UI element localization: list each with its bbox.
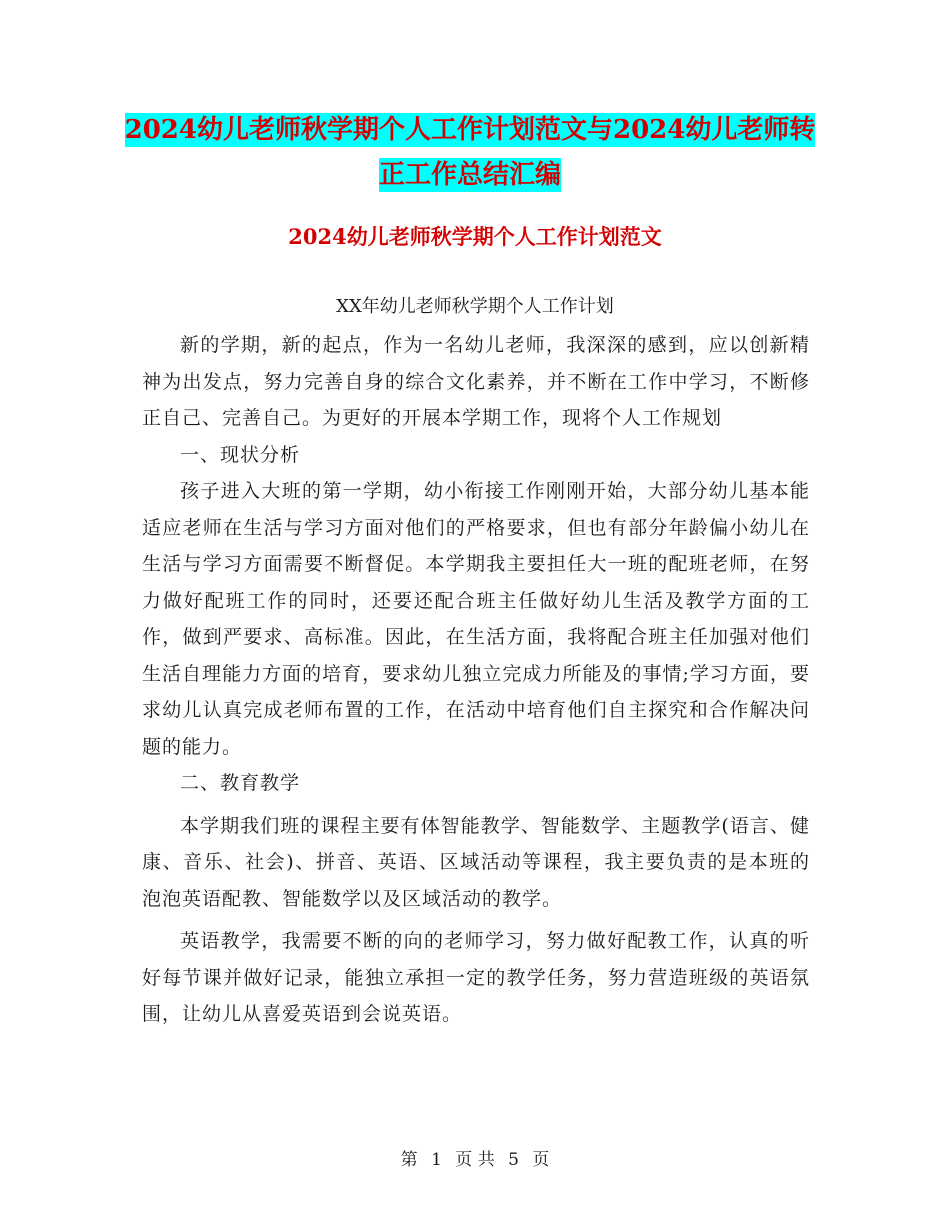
paragraph-status-analysis: 孩子进入大班的第一学期，幼小衔接工作刚刚开始，大部分幼儿基本能适应老师在生活与学习方面对他们的严格要求，但也有部分年龄偏小幼儿在生活与学习方面需要不断督促。本学期我主要担任大一班的配班老师，在努力做好配班工作的同时，还要还配合班主任做好幼儿生活及教学方面的工作，做到严要求、高标准。因此，在生活方面，我将配合班主任加强对他们生活自理能力方面的培育，要求幼儿独立完成力所能及的事情;学习方面，要求幼儿认真完成老师布置的工作，在活动中培育他们自主探究和合作解决问题的能力。 (142, 480, 810, 758)
page-footer (0, 1148, 950, 1172)
heading-status-analysis: 一、现状分析 (180, 443, 301, 466)
plan-heading: XX年幼儿老师秋学期个人工作计划 (336, 296, 614, 317)
footer-total-pages: 5 (508, 1150, 519, 1170)
paragraph-intro: 新的学期，新的起点，作为一名幼儿老师，我深深的感到，应以创新精神为出发点，努力完善自身的综合文化素养，并不断在工作中学习，不断修正自己、完善自己。为更好的开展本学期工作，现将个人工作规划 (142, 334, 810, 429)
footer-suffix: 页 (532, 1150, 550, 1170)
main-title-text: 2024幼儿老师秋学期个人工作计划范文与2024幼儿老师转正工作总结汇编 (124, 115, 816, 190)
paragraph-courses: 本学期我们班的课程主要有体智能教学、智能数学、主题教学(语言、健康、音乐、社会)、拼音、英语、区域活动等课程，我主要负责的是本班的泡泡英语配教、智能数学以及区域活动的教学。 (142, 814, 810, 910)
paragraph-english-teaching: 英语教学，我需要不断的向的老师学习，努力做好配教工作，认真的听好每节课并做好记录，能独立承担一定的教学任务，努力营造班级的英语氛围，让幼儿从喜爱英语到会说英语。 (142, 930, 810, 1025)
footer-page-number: 1 (431, 1150, 442, 1170)
footer-mid: 页 共 (455, 1150, 495, 1170)
document-main-title (120, 108, 820, 198)
footer-prefix: 第 (400, 1150, 418, 1170)
heading-education-teaching: 二、教育教学 (180, 772, 301, 794)
section-title: 2024幼儿老师秋学期个人工作计划范文 (288, 224, 662, 249)
document-body (142, 327, 810, 1033)
